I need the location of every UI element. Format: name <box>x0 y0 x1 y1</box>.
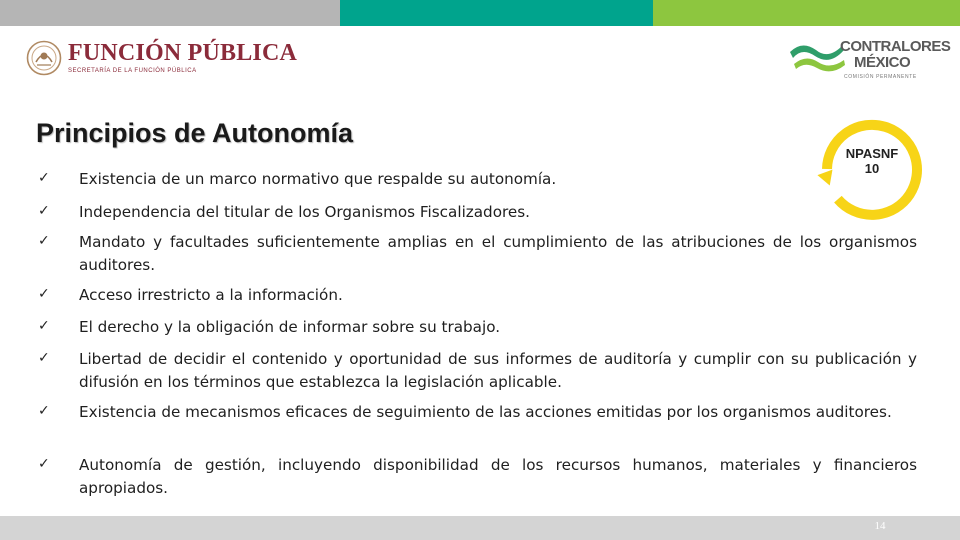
footer-bar <box>0 516 960 540</box>
list-item-text: Autonomía de gestión, incluyendo disponibilidad de los recursos humanos, materiales y financieros apropiados. <box>79 456 917 497</box>
seal-icon <box>26 40 62 76</box>
top-bar-teal <box>340 0 653 26</box>
contralores-line1: CONTRALORES <box>840 38 951 55</box>
contralores-subtitle: COMISIÓN PERMANENTE <box>844 74 917 80</box>
contralores-mexico-logo <box>788 38 951 82</box>
slide-title: Principios de Autonomía <box>36 118 354 148</box>
checkmark-icon: ✓ <box>38 318 50 334</box>
contralores-swoosh-icon <box>788 38 848 78</box>
checkmark-icon: ✓ <box>38 286 50 302</box>
checkmark-icon: ✓ <box>38 350 50 366</box>
checkmark-icon: ✓ <box>38 203 50 219</box>
list-item-text: Libertad de decidir el contenido y oportunidad de sus informes de auditoría y cumplir con su publicación y difusión en los términos que establezca la legislación aplicable. <box>79 350 917 391</box>
checkmark-icon: ✓ <box>38 233 50 249</box>
funcion-publica-logo <box>26 38 316 82</box>
page-number: 14 <box>874 520 886 532</box>
checkmark-icon: ✓ <box>38 170 50 186</box>
top-bar-gray <box>0 0 340 26</box>
checkmark-icon: ✓ <box>38 403 50 419</box>
funcion-publica-title: FUNCIÓN PÚBLICA <box>68 40 298 66</box>
list-item-text: Independencia del titular de los Organismos Fiscalizadores. <box>79 203 530 221</box>
list-item-text: Existencia de un marco normativo que respalde su autonomía. <box>79 170 557 188</box>
badge-line1: NPASNF <box>845 146 899 161</box>
badge-line2: 10 <box>864 161 880 176</box>
checkmark-icon: ✓ <box>38 456 50 472</box>
list-item-text: El derecho y la obligación de informar sobre su trabajo. <box>79 318 501 336</box>
list-item-text: Existencia de mecanismos eficaces de seguimiento de las acciones emitidas por los organismos auditores. <box>79 403 892 421</box>
top-bar-green <box>653 0 960 26</box>
list-item-text: Acceso irrestricto a la información. <box>79 286 343 304</box>
contralores-line2: MÉXICO <box>854 54 911 71</box>
top-color-bar <box>0 0 960 26</box>
list-item-text: Mandato y facultades suficientemente amplias en el cumplimiento de las atribuciones de los organismos auditores. <box>79 233 917 274</box>
funcion-publica-subtitle: SECRETARÍA DE LA FUNCIÓN PÚBLICA <box>68 68 197 74</box>
